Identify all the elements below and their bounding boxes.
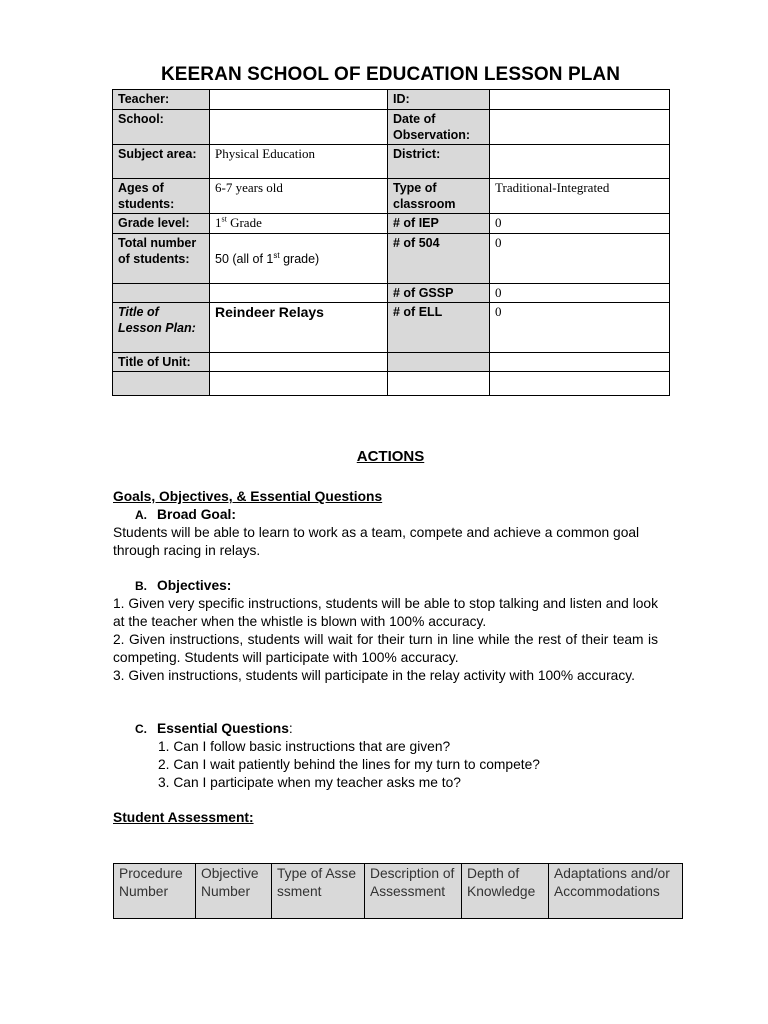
list-item: 2. Given instructions, students will wait for their turn in line while the rest of their team is competing. Students will participate with 100% accuracy. — [113, 632, 658, 665]
iep-label: # of IEP — [388, 214, 490, 234]
504-label: # of 504 — [388, 234, 490, 284]
blank-value — [490, 372, 670, 396]
school-value — [210, 110, 388, 145]
lesson-title-label: Title of Lesson Plan: — [113, 303, 210, 353]
blank-value — [490, 353, 670, 372]
header-objective-number: Objective Number — [196, 864, 272, 919]
ell-label: # of ELL — [388, 303, 490, 353]
date-label: Date of Observation: — [388, 110, 490, 145]
blank-value — [210, 372, 388, 396]
table-row — [113, 214, 670, 234]
table-row — [113, 90, 670, 110]
date-value — [490, 110, 670, 145]
ages-value: 6-7 years old — [210, 179, 388, 214]
blank-label — [113, 372, 210, 396]
total-students-label: Total number of students: — [113, 234, 210, 284]
lesson-info-table — [112, 89, 670, 396]
district-label: District: — [388, 145, 490, 179]
assessment-table — [113, 863, 683, 919]
goals-heading: Goals, Objectives, & Essential Questions — [113, 489, 383, 504]
objectives-heading: B. Objectives: — [135, 578, 232, 593]
student-assessment-heading: Student Assessment: — [113, 810, 254, 825]
grade-label: Grade level: — [113, 214, 210, 234]
teacher-label: Teacher: — [113, 90, 210, 110]
iep-value: 0 — [490, 214, 670, 234]
504-value: 0 — [490, 234, 670, 284]
page-title: KEERAN SCHOOL OF EDUCATION LESSON PLAN — [160, 64, 621, 85]
ages-label: Ages of students: — [113, 179, 210, 214]
table-row — [113, 110, 670, 145]
classroom-value: Traditional-Integrated — [490, 179, 670, 214]
blank-label — [113, 284, 210, 303]
table-row — [113, 234, 670, 284]
subject-value: Physical Education — [210, 145, 388, 179]
blank-label — [388, 353, 490, 372]
id-value — [490, 90, 670, 110]
questions-list — [158, 738, 703, 792]
ell-value: 0 — [490, 303, 670, 353]
gssp-value: 0 — [490, 284, 670, 303]
id-label: ID: — [388, 90, 490, 110]
table-row — [113, 145, 670, 179]
blank-value — [388, 372, 490, 396]
list-item: 3. Can I participate when my teacher asks me to? — [158, 775, 461, 790]
gssp-label: # of GSSP — [388, 284, 490, 303]
classroom-label: Type of classroom — [388, 179, 490, 214]
header-depth-of-knowledge: Depth of Knowledge — [462, 864, 549, 919]
blank-value — [210, 284, 388, 303]
teacher-value — [210, 90, 388, 110]
unit-value — [210, 353, 388, 372]
list-item: 3. Given instructions, students will participate in the relay activity with 100% accuracy. — [113, 668, 635, 683]
header-description-of-assessment: Description of Assessment — [365, 864, 462, 919]
lesson-title-value: Reindeer Relays — [210, 303, 388, 353]
broad-goal-heading: A. Broad Goal: — [135, 507, 236, 522]
total-students-value: 50 (all of 1st grade) — [210, 234, 388, 284]
actions-heading: ACTIONS — [356, 448, 425, 465]
table-row — [113, 284, 670, 303]
header-adaptations: Adaptations and/or Accommodations — [549, 864, 683, 919]
grade-value: 1st Grade — [210, 214, 388, 234]
table-row — [113, 353, 670, 372]
district-value — [490, 145, 670, 179]
table-row — [113, 179, 670, 214]
header-procedure-number: Procedure Number — [114, 864, 196, 919]
list-item: 1. Given very specific instructions, students will be able to stop talking and listen and look at the teacher when the whistle is blown with 100% accuracy. — [113, 596, 658, 629]
broad-goal-text: Students will be able to learn to work as a team, compete and achieve a common goal through racing in relays. — [113, 525, 640, 558]
essential-questions-heading: C. Essential Questions: — [135, 721, 293, 736]
school-label: School: — [113, 110, 210, 145]
list-item: 2. Can I wait patiently behind the lines for my turn to compete? — [158, 757, 540, 772]
table-row — [113, 372, 670, 396]
list-item: 1. Can I follow basic instructions that are given? — [158, 739, 451, 754]
unit-label: Title of Unit: — [113, 353, 210, 372]
objectives-list — [113, 595, 658, 685]
header-type-of-assessment: Type of Assessment — [272, 864, 365, 919]
table-row — [114, 864, 683, 919]
subject-label: Subject area: — [113, 145, 210, 179]
table-row — [113, 303, 670, 353]
